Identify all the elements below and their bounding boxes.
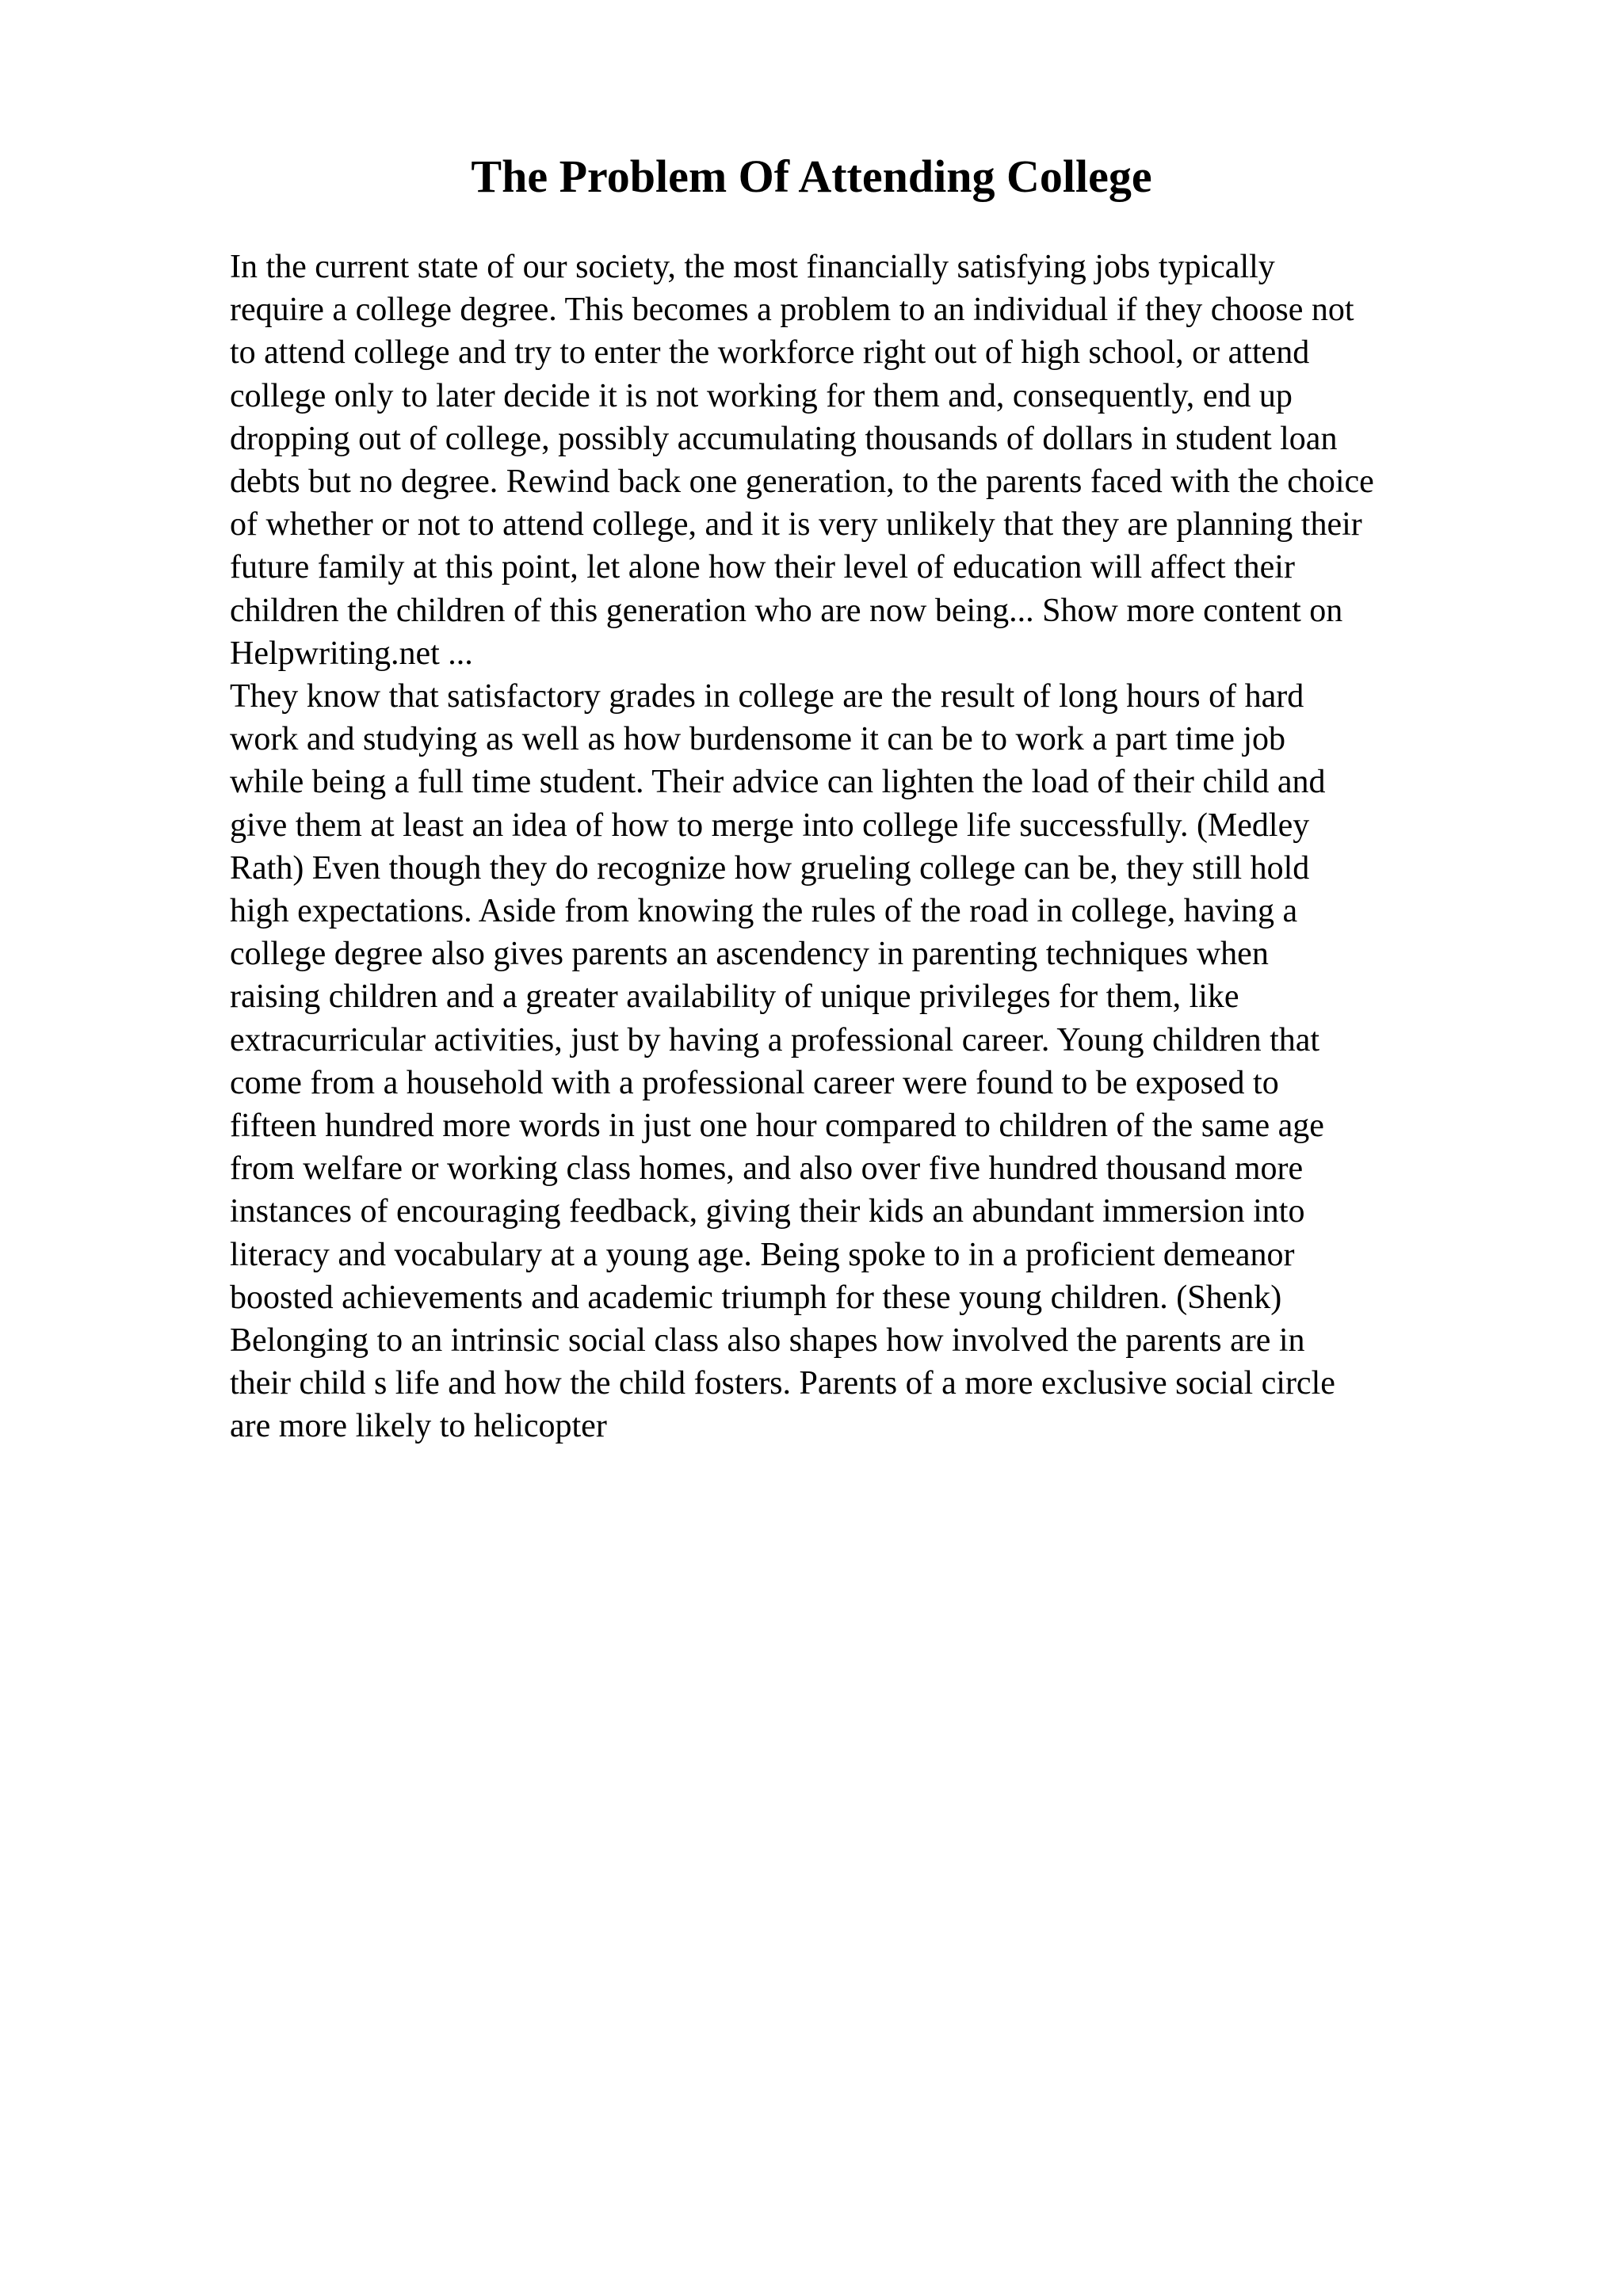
text-line: are more likely to helicopter bbox=[230, 1408, 607, 1445]
text-line: college only to later decide it is not working for them and, consequently, end up bbox=[230, 377, 1293, 414]
text-line: their child s life and how the child fosters. Parents of a more exclusive social circle bbox=[230, 1365, 1335, 1402]
text-line: college degree also gives parents an ascendency in parenting techniques when bbox=[230, 936, 1269, 973]
text-line: high expectations. Aside from knowing the rules of the road in college, having a bbox=[230, 893, 1298, 930]
text-line: work and studying as well as how burdensome it can be to work a part time job bbox=[230, 721, 1286, 758]
text-line: children the children of this generation who are now being... Show more content on bbox=[230, 592, 1343, 629]
text-line: dropping out of college, possibly accumulating thousands of dollars in student loan bbox=[230, 420, 1338, 457]
text-line: literacy and vocabulary at a young age. Being spoke to in a proficient demeanor bbox=[230, 1236, 1295, 1273]
text-line: boosted achievements and academic triumph for these young children. (Shenk) bbox=[230, 1279, 1282, 1316]
document-title: The Problem Of Attending College bbox=[471, 151, 1152, 202]
text-line: come from a household with a professional career were found to be exposed to bbox=[230, 1064, 1279, 1101]
text-line: Belonging to an intrinsic social class also shapes how involved the parents are in bbox=[230, 1322, 1305, 1360]
text-line: instances of encouraging feedback, giving their kids an abundant immersion into bbox=[230, 1193, 1305, 1230]
text-line: require a college degree. This becomes a problem to an individual if they choose not bbox=[230, 292, 1354, 329]
text-line: raising children and a greater availability of unique privileges for them, like bbox=[230, 978, 1239, 1016]
text-line: Rath) Even though they do recognize how grueling college can be, they still hold bbox=[230, 849, 1310, 887]
text-line: debts but no degree. Rewind back one generation, to the parents faced with the choice bbox=[230, 463, 1374, 501]
text-line: Helpwriting.net ... bbox=[230, 635, 473, 672]
text-line: while being a full time student. Their advice can lighten the load of their child and bbox=[230, 764, 1326, 801]
text-line: to attend college and try to enter the workforce right out of high school, or attend bbox=[230, 334, 1310, 372]
text-line: fifteen hundred more words in just one hour compared to children of the same age bbox=[230, 1108, 1324, 1145]
text-line: extracurricular activities, just by having a professional career. Young children that bbox=[230, 1021, 1320, 1058]
text-line: In the current state of our society, the most financially satisfying jobs typically bbox=[230, 249, 1275, 285]
text-line: They know that satisfactory grades in college are the result of long hours of hard bbox=[230, 678, 1304, 715]
text-line: give them at least an idea of how to merge into college life successfully. (Medley bbox=[230, 807, 1310, 844]
text-line: of whether or not to attend college, and it is very unlikely that they are planning their bbox=[230, 506, 1362, 543]
text-line: from welfare or working class homes, and also over five hundred thousand more bbox=[230, 1150, 1304, 1188]
document-body bbox=[230, 246, 1498, 1448]
text-line: future family at this point, let alone how their level of education will affect their bbox=[230, 549, 1295, 586]
